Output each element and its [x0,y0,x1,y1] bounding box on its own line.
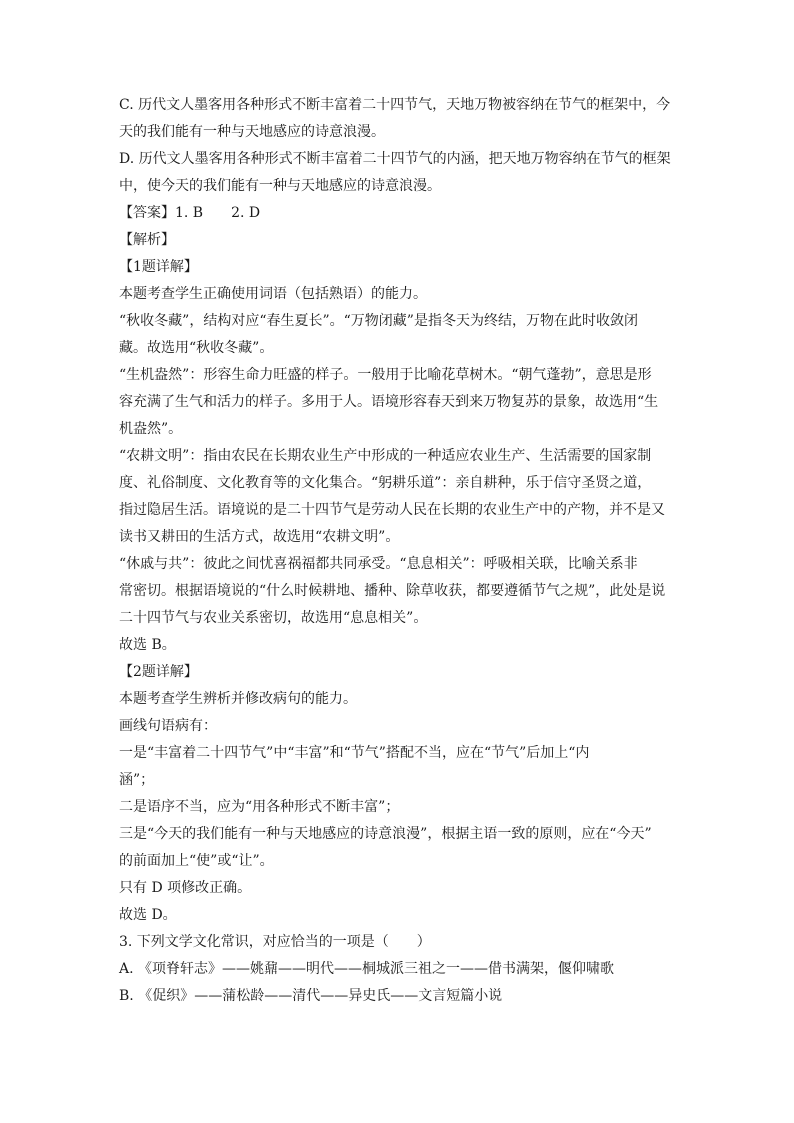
q1-para2-line-3: 机盎然”。 [119,421,183,437]
q1-para3-line-2: 度、礼俗制度、文化教育等的文化集合。“躬耕乐道”：亲自耕种，乐于信守圣贤之道， [119,475,652,491]
q2-error2: 二是语序不当，应为“用各种形式不断丰富”； [119,799,400,815]
q2-error1-line-2: 涵”； [119,772,155,788]
document-body [119,92,679,1010]
q2-error3-line-1: 三是“今天的我们能有一种与天地感应的诗意浪漫”，根据主语一致的原则，应在“今天” [119,826,652,842]
q1-para4-line-3: 二十四节气与农业关系密切，故选用“息息相关”。 [119,610,428,626]
option-d-line-2: 中，使今天的我们能有一种与天地感应的诗意浪漫。 [119,178,441,194]
q1-para3-line-4: 读书又耕田的生活方式，故选用“农耕文明”。 [119,529,400,545]
answer-line: 【答案】1. B 2. D [119,205,261,221]
q1-conclusion: 故选 B。 [119,637,176,653]
option-d-line-1: D. 历代文人墨客用各种形式不断丰富着二十四节气的内涵，把天地万物容纳在节气的框架 [119,151,671,167]
q3-option-b: B. 《促织》——蒲松龄——清代——异史氏——文言短篇小说 [119,988,503,1004]
q3-stem: 3. 下列文学文化常识，对应恰当的一项是（ ） [119,934,431,950]
q2-correct-option: 只有 D 项修改正确。 [119,880,252,896]
q3-option-a: A. 《项脊轩志》——姚鼐——明代——桐城派三祖之一——借书满架，偃仰啸歌 [119,961,615,977]
q1-detail-heading: 【1题详解】 [119,259,198,275]
q2-intro: 本题考查学生辨析并修改病句的能力。 [119,691,357,707]
q1-para3-line-3: 指过隐居生活。语境说的是二十四节气是劳动人民在长期的农业生产中的产物，并不是又 [119,502,665,518]
q1-para4-line-1: “休戚与共”：彼此之间忧喜祸福都共同承受。“息息相关”：呼吸相关联，比喻关系非 [119,556,638,572]
q1-para1-line-1: “秋收冬藏”，结构对应“春生夏长”。“万物闭藏”是指冬天为终结，万物在此时收敛闭 [119,313,638,329]
option-c-line-1: C. 历代文人墨客用各种形式不断丰富着二十四节气，天地万物被容纳在节气的框架中，今 [119,97,671,113]
q1-para3-line-1: “农耕文明”：指由农民在长期农业生产中形成的一种适应农业生产、生活需要的国家制 [119,448,652,464]
q2-error3-line-2: 的前面加上“使”或“让”。 [119,853,274,869]
q2-conclusion: 故选 D。 [119,907,177,923]
q1-para2-line-1: “生机盎然”：形容生命力旺盛的样子。一般用于比喻花草树木。“朝气蓬勃”，意思是形 [119,367,652,383]
q1-para2-line-2: 容充满了生气和活力的样子。多用于人。语境形容春天到来万物复苏的景象，故选用“生 [119,394,659,410]
option-c-line-2: 天的我们能有一种与天地感应的诗意浪漫。 [119,124,385,140]
q2-detail-heading: 【2题详解】 [119,664,198,680]
q2-errors-intro: 画线句语病有： [119,718,217,734]
analysis-heading: 【解析】 [119,232,175,248]
q1-para4-line-2: 常密切。根据语境说的“什么时候耕地、播种、除草收获，都要遵循节气之规”，此处是说 [119,583,666,599]
q2-error1-line-1: 一是“丰富着二十四节气”中“丰富”和“节气”搭配不当，应在“节气”后加上“内 [119,745,590,761]
q1-para1-line-2: 藏。故选用“秋收冬藏”。 [119,340,274,356]
q1-intro: 本题考查学生正确使用词语（包括熟语）的能力。 [119,286,427,302]
